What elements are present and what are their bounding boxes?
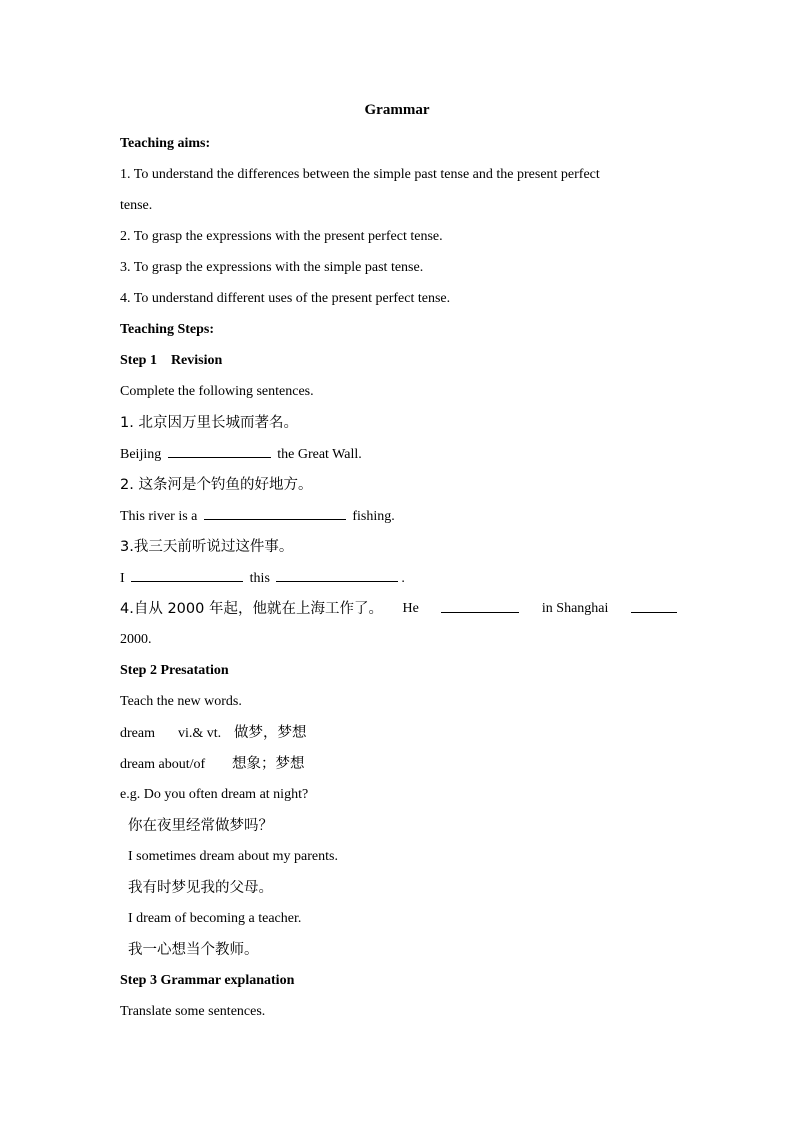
q4-line-2: 2000. — [120, 632, 152, 647]
q2-chinese: 2. 这条河是个钓鱼的好地方。 — [120, 477, 313, 493]
step1-instruction: Complete the following sentences. — [120, 384, 314, 399]
word-2 — [120, 753, 680, 784]
word-2-english: dream about/of — [120, 757, 206, 772]
word-2-chinese: 想象；梦想 — [232, 756, 305, 772]
aim-2: 2. To grasp the expressions with the present perfect tense. — [120, 229, 443, 244]
step1-heading: Step 1 Revision — [120, 353, 223, 368]
q4-blank-1[interactable] — [441, 598, 519, 613]
q1-blank[interactable] — [168, 443, 271, 458]
q2-part-a: This river is a — [120, 509, 198, 524]
document-body — [120, 133, 680, 1032]
word-1-pos: vi.& vt. — [178, 726, 222, 741]
q4-part-b: in Shanghai — [541, 601, 609, 616]
step3-heading: Step 3 Grammar explanation — [120, 973, 295, 988]
q3-part-a: I — [120, 571, 125, 586]
aims-heading: Teaching aims: — [120, 136, 211, 151]
q3-english — [120, 567, 680, 598]
example-1-chinese: 你在夜里经常做梦吗？ — [128, 818, 273, 834]
aim-1-line-1: 1. To understand the differences between the simple past tense and the present perfect — [120, 167, 600, 182]
document-title: Grammar — [364, 102, 430, 118]
example-2-chinese: 我有时梦见我的父母。 — [128, 880, 273, 896]
q1-chinese: 1. 北京因万里长城而著名。 — [120, 415, 298, 431]
q1-part-a: Beijing — [120, 447, 162, 462]
q1-part-b: the Great Wall. — [277, 447, 362, 462]
aim-3: 3. To grasp the expressions with the simple past tense. — [120, 260, 424, 275]
word-1-chinese: 做梦，梦想 — [234, 725, 307, 741]
step2-heading: Step 2 Presatation — [120, 663, 229, 678]
q2-part-b: fishing. — [352, 509, 395, 524]
q1-english — [120, 443, 680, 474]
aim-1-line-2: tense. — [120, 198, 153, 213]
q4-line-1 — [120, 598, 680, 629]
q4-part-a: He — [402, 601, 419, 616]
q3-blank-2[interactable] — [276, 567, 398, 582]
step3-instruction: Translate some sentences. — [120, 1004, 266, 1019]
q3-part-c: . — [401, 571, 405, 586]
example-3-english: I dream of becoming a teacher. — [128, 911, 302, 926]
q3-blank-1[interactable] — [131, 567, 243, 582]
aim-4: 4. To understand different uses of the present perfect tense. — [120, 291, 451, 306]
q4-chinese: 4.自从 2000 年起，他就在上海工作了。 — [120, 601, 383, 617]
q2-blank[interactable] — [204, 505, 346, 520]
q3-chinese: 3.我三天前听说过这件事。 — [120, 539, 294, 555]
q4-blank-2[interactable] — [631, 598, 677, 613]
example-3-chinese: 我一心想当个教师。 — [128, 942, 259, 958]
steps-heading: Teaching Steps: — [120, 322, 215, 337]
step2-instruction: Teach the new words. — [120, 694, 242, 709]
q3-part-b: this — [249, 571, 270, 586]
word-1 — [120, 722, 680, 753]
example-1-english: e.g. Do you often dream at night? — [120, 787, 309, 802]
word-1-english: dream — [120, 726, 155, 741]
q2-english — [120, 505, 680, 536]
example-2-english: I sometimes dream about my parents. — [128, 849, 338, 864]
